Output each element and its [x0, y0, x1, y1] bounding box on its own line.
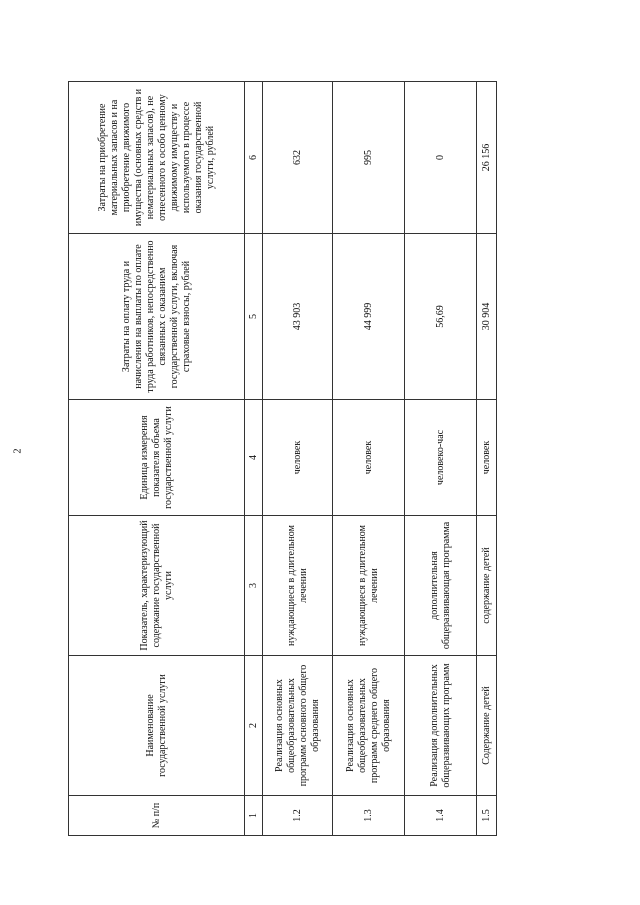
service-name: Содержание детей: [477, 656, 497, 796]
header-indicator: Показатель, характеризующий содержание государственной услуги: [69, 516, 245, 656]
header-row: [69, 82, 245, 836]
labor-costs: 43 903: [263, 234, 333, 400]
unit: человек: [263, 400, 333, 516]
indicator: дополнительная общеразвивающая программа: [405, 516, 477, 656]
column-number: 2: [245, 656, 263, 796]
column-number: 3: [245, 516, 263, 656]
service-name: Реализация основных общеобразовательных программ среднего общего образования: [333, 656, 405, 796]
material-costs: 995: [333, 82, 405, 234]
row-number: 1.4: [405, 796, 477, 836]
labor-costs: 30 904: [477, 234, 497, 400]
row-number: 1.5: [477, 796, 497, 836]
unit: человек: [333, 400, 405, 516]
material-costs: 632: [263, 82, 333, 234]
column-number: 1: [245, 796, 263, 836]
column-number: 5: [245, 234, 263, 400]
page-number: 2: [12, 448, 24, 454]
indicator: содержание детей: [477, 516, 497, 656]
header-service-name: Наименование государственной услуги: [69, 656, 245, 796]
column-number: 6: [245, 82, 263, 234]
table-row: [477, 82, 497, 836]
labor-costs: 44 999: [333, 234, 405, 400]
service-name: Реализация дополнительных общеразвивающих программ: [405, 656, 477, 796]
table-row: [333, 82, 405, 836]
table-row: [263, 82, 333, 836]
column-number: 4: [245, 400, 263, 516]
material-costs: 0: [405, 82, 477, 234]
unit: человеко-час: [405, 400, 477, 516]
header-unit: Единица измерения показателя объема государственной услуги: [69, 400, 245, 516]
cost-table: [68, 81, 497, 836]
cost-table-rotated: [68, 82, 496, 836]
row-number: 1.3: [333, 796, 405, 836]
header-number: № п/п: [69, 796, 245, 836]
header-labor-costs: Затраты на оплату труда и начисления на выплаты по оплате труда работников, непосредственно связанных с оказанием государственной услуги, включая страховые взносы, рублей: [69, 234, 245, 400]
table-row: [405, 82, 477, 836]
service-name: Реализация основных общеобразовательных программ основного общего образования: [263, 656, 333, 796]
unit: человек: [477, 400, 497, 516]
labor-costs: 56,69: [405, 234, 477, 400]
indicator: нуждающиеся в длительном лечении: [333, 516, 405, 656]
header-material-costs: Затраты на приобретение материальных запасов и на приобретение движимого имущества (основных средств и нематериальных запасов), не отнесенного к особо ценному движимому имуществу и используемого в процессе оказания государственной услуги, рублей: [69, 82, 245, 234]
material-costs: 26 156: [477, 82, 497, 234]
row-number: 1.2: [263, 796, 333, 836]
column-numbers-row: [245, 82, 263, 836]
indicator: нуждающиеся в длительном лечении: [263, 516, 333, 656]
cost-table-frame: [68, 82, 496, 836]
